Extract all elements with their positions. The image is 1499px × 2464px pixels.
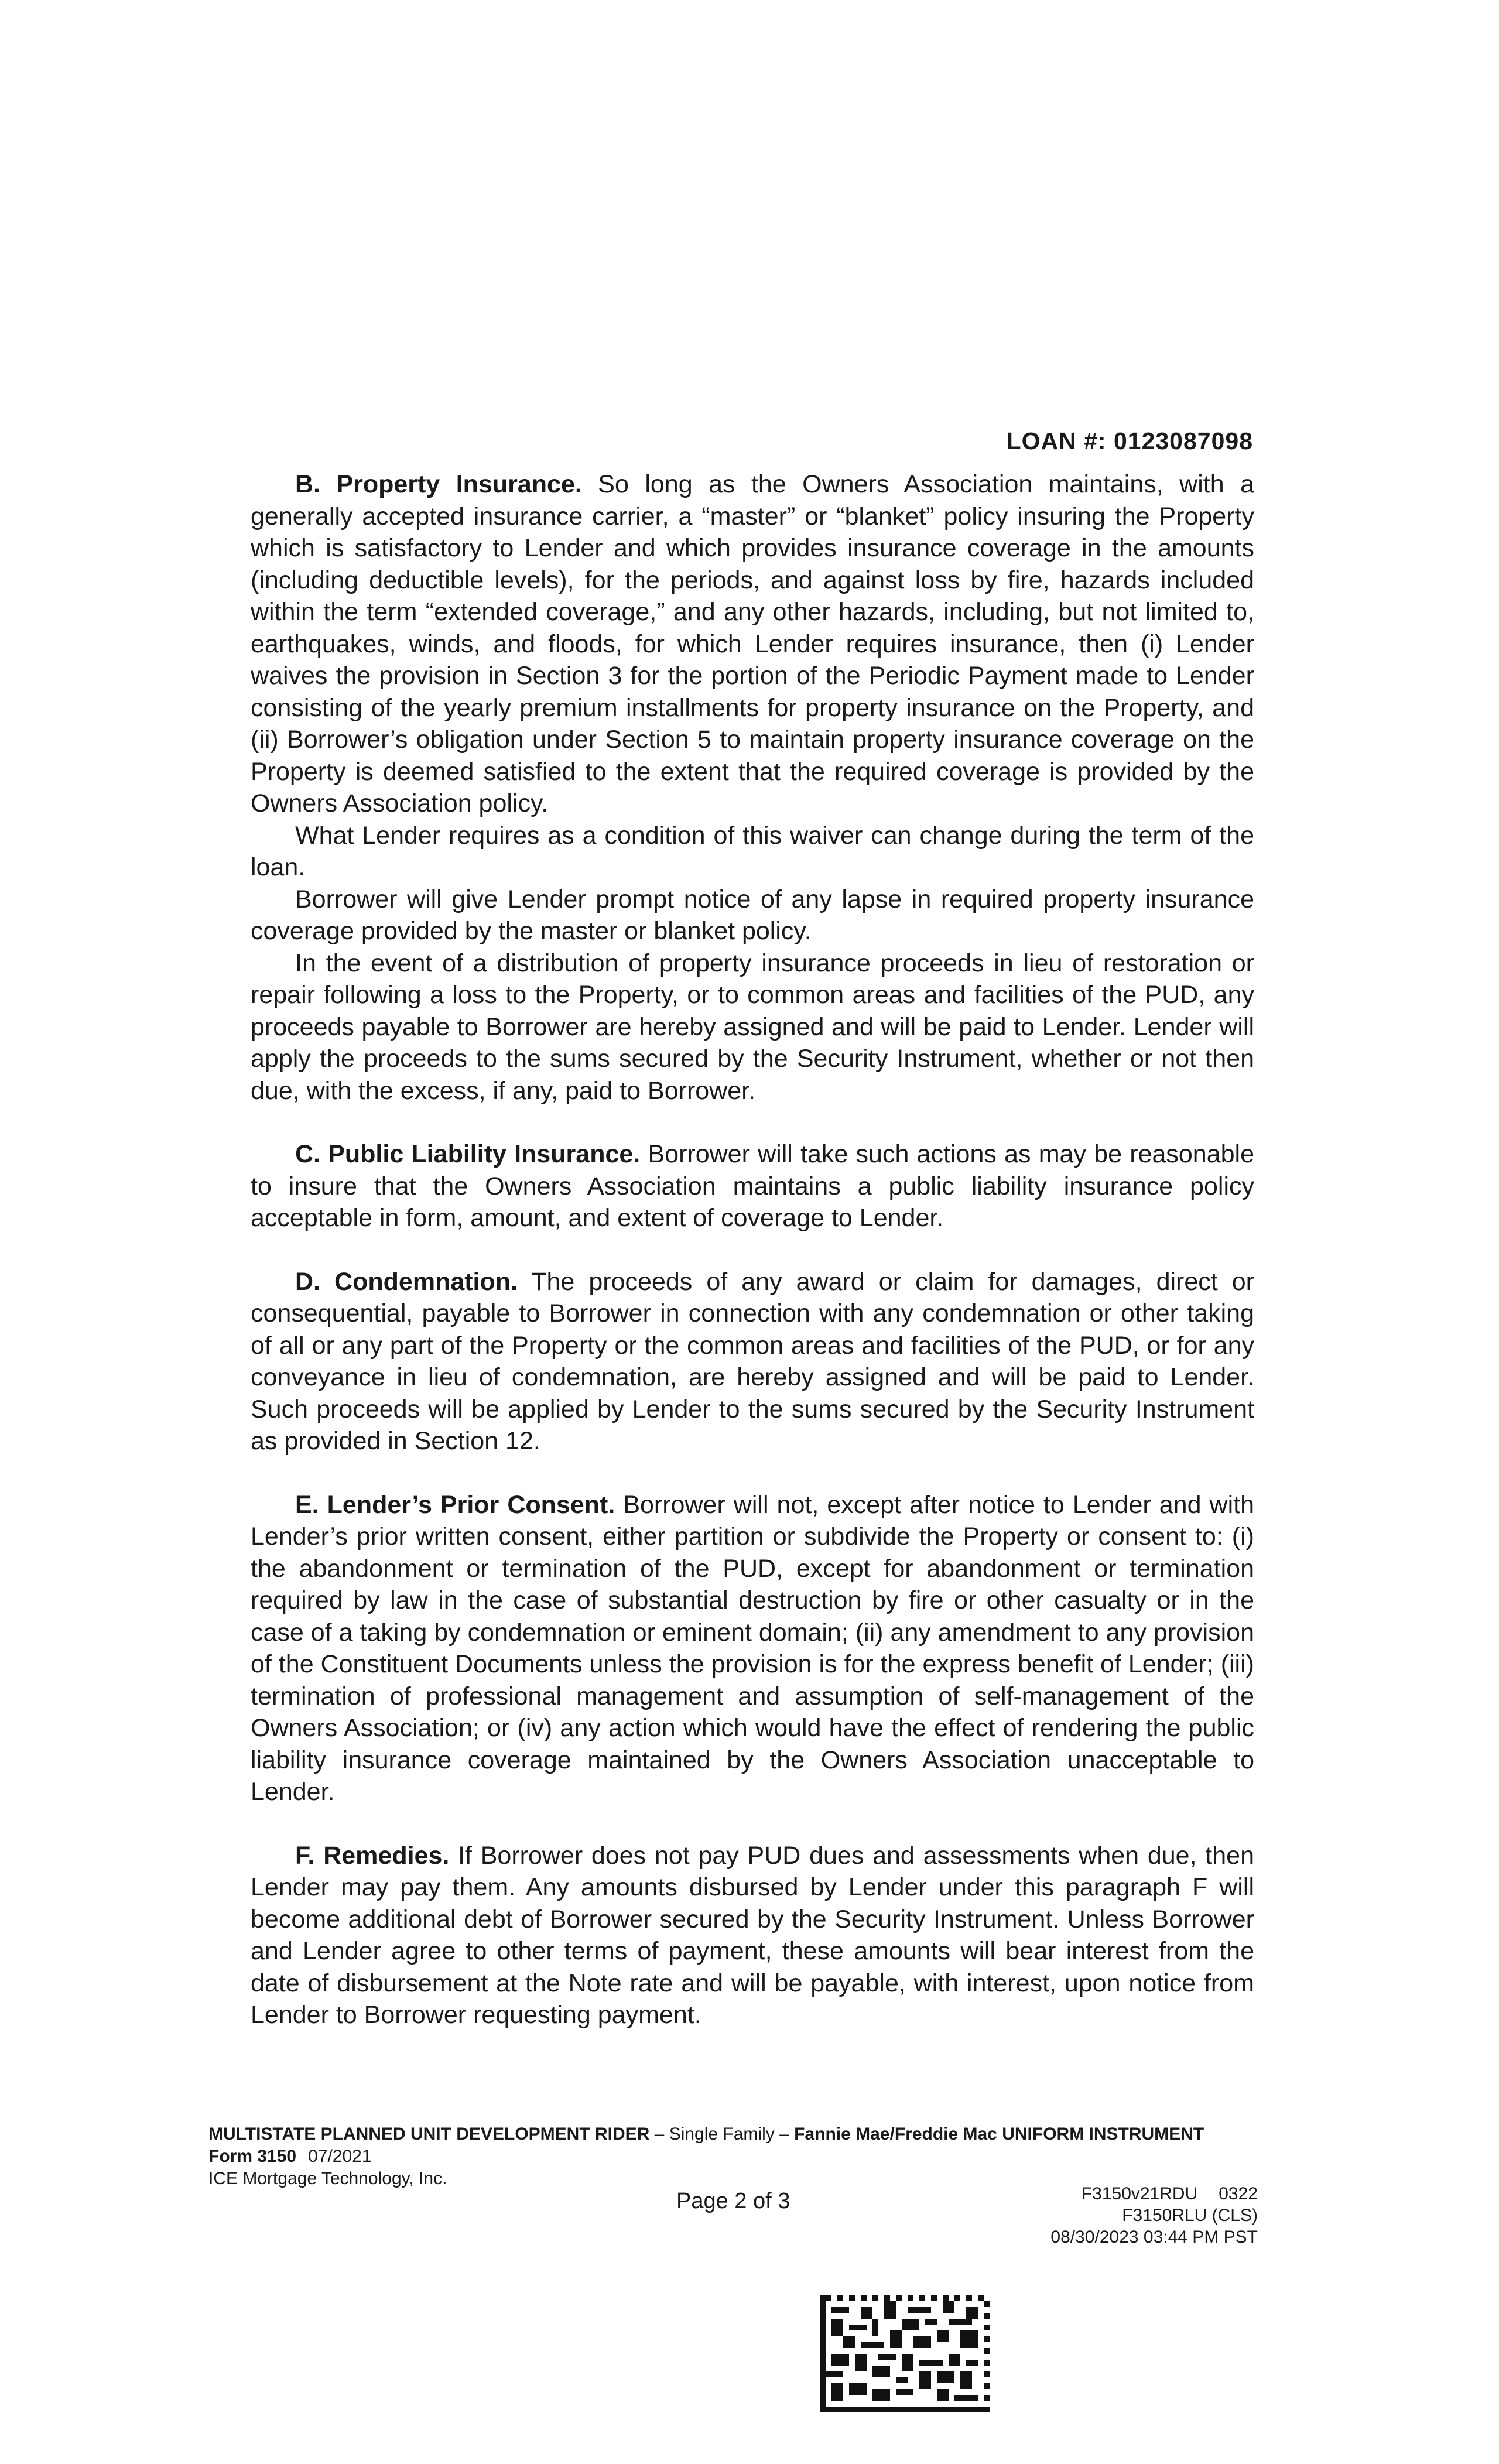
form-code-line	[960, 2183, 1258, 2205]
section-e-text: Borrower will not, except after notice to Lender and with Lender’s prior written consent, either partition or subdivide the Property or consent to: (i) the abandonment or termination of the PUD, except for abandonment or termination required by law in the case of substantial destruction by fire or other casualty or in the case of a taking by condemnation or eminent domain; (ii) any amendment to any provision of the Constituent Documents unless the provision is for the express benefit of Lender; (iii) termination of professional management and assumption of self-management of the Owners Association; or (iv) any action which would have the effect of rendering the public liability insurance coverage maintained by the Owners Association unacceptable to Lender.	[251, 1490, 1254, 1806]
section-b-para4: In the event of a distribution of property insurance proceeds in lieu of restoration or repair following a loss to the Property, or to common areas and facilities of the PUD, any proceeds payable to Borrower are hereby assigned and will be paid to Lender. Lender will apply the proceeds to the sums secured by the Security Instrument, whether or not then due, with the excess, if any, paid to Borrower.	[251, 949, 1254, 1105]
section-c-text: Borrower will take such actions as may be reasonable to insure that the Owners Association maintains a public liability insurance policy acceptable in form, amount, and extent of coverage to Lender.	[251, 1140, 1254, 1232]
section-d-text: The proceeds of any award or claim for damages, direct or consequential, payable to Borrower in connection with any condemnation or other taking of all or any part of the Property or the common areas and facilities of the PUD, or for any conveyance in lieu of condemnation, are hereby assigned and will be paid to Lender. Such proceeds will be applied by Lender to the sums secured by the Security Instrument as provided in Section 12.	[251, 1267, 1254, 1455]
form-code: F3150v21RDU	[1081, 2184, 1198, 2203]
single-family-label: Single Family	[669, 2124, 775, 2144]
rider-body	[251, 468, 1254, 2031]
form-code-2: F3150RLU (CLS)	[1122, 2206, 1258, 2225]
section-b-para3: Borrower will give Lender prompt notice of any lapse in required property insurance coverage provided by the master or blanket policy.	[251, 885, 1254, 945]
rider-title: MULTISTATE PLANNED UNIT DEVELOPMENT RIDER	[208, 2124, 650, 2144]
section-e	[251, 1489, 1254, 1808]
section-f	[251, 1840, 1254, 2031]
section-f-heading: F. Remedies.	[295, 1841, 450, 1870]
rider-title-line: MULTISTATE PLANNED UNIT DEVELOPMENT RIDER – Single Family – Fannie Mae/Freddie Mac UNIFORM INSTRUMENT	[208, 2124, 1204, 2144]
form-revision: 0322	[1219, 2184, 1258, 2203]
section-d	[251, 1266, 1254, 1457]
form-number-line	[208, 2147, 1258, 2167]
section-b-heading: B. Property Insurance.	[295, 470, 582, 498]
section-d-heading: D. Condemnation.	[295, 1267, 518, 1296]
company-name: ICE Mortgage Technology, Inc.	[208, 2169, 447, 2188]
section-c-heading: C. Public Liability Insurance.	[295, 1140, 641, 1168]
section-b-para2: What Lender requires as a condition of this waiver can change during the term of the loan.	[251, 821, 1254, 881]
form-number: Form 3150	[208, 2147, 297, 2166]
barcode-graphic	[820, 2295, 990, 2412]
print-timestamp: 08/30/2023 03:44 PM PST	[1050, 2227, 1258, 2247]
section-c	[251, 1138, 1254, 1234]
section-e-heading: E. Lender’s Prior Consent.	[295, 1490, 615, 1519]
form-footer	[208, 2124, 1258, 2189]
section-b	[251, 468, 1254, 820]
section-f-text: If Borrower does not pay PUD dues and assessments when due, then Lender may pay them. Any amounts disbursed by Lender under this paragraph F will become additional debt of Borrower secured by the Security Instrument. Unless Borrower and Lender agree to other terms of payment, these amounts will bear interest from the date of disbursement at the Note rate and will be payable, with interest, upon notice from Lender to Borrower requesting payment.	[251, 1841, 1254, 2029]
form-codes	[960, 2183, 1258, 2248]
loan-number: LOAN #: 0123087098	[1006, 427, 1253, 454]
section-b-text: So long as the Owners Association maintains, with a generally accepted insurance carrier, a “master” or “blanket” policy insuring the Property which is satisfactory to Lender and which provides insurance coverage in the amounts (including deductible levels), for the periods, and against loss by fire, hazards included within the term “extended coverage,” and any other hazards, including, but not limited to, earthquakes, winds, and floods, for which Lender requires insurance, then (i) Lender waives the provision in Section 3 for the portion of the Periodic Payment made to Lender consisting of the yearly premium installments for property insurance on the Property, and (ii) Borrower’s obligation under Section 5 to maintain property insurance coverage on the Property is deemed satisfied to the extent that the required coverage is provided by the Owners Association policy.	[251, 470, 1254, 817]
form-date: 07/2021	[308, 2147, 372, 2166]
page-number: Page 2 of 3	[676, 2189, 790, 2213]
uniform-instrument-label: Fannie Mae/Freddie Mac UNIFORM INSTRUMENT	[794, 2124, 1204, 2144]
